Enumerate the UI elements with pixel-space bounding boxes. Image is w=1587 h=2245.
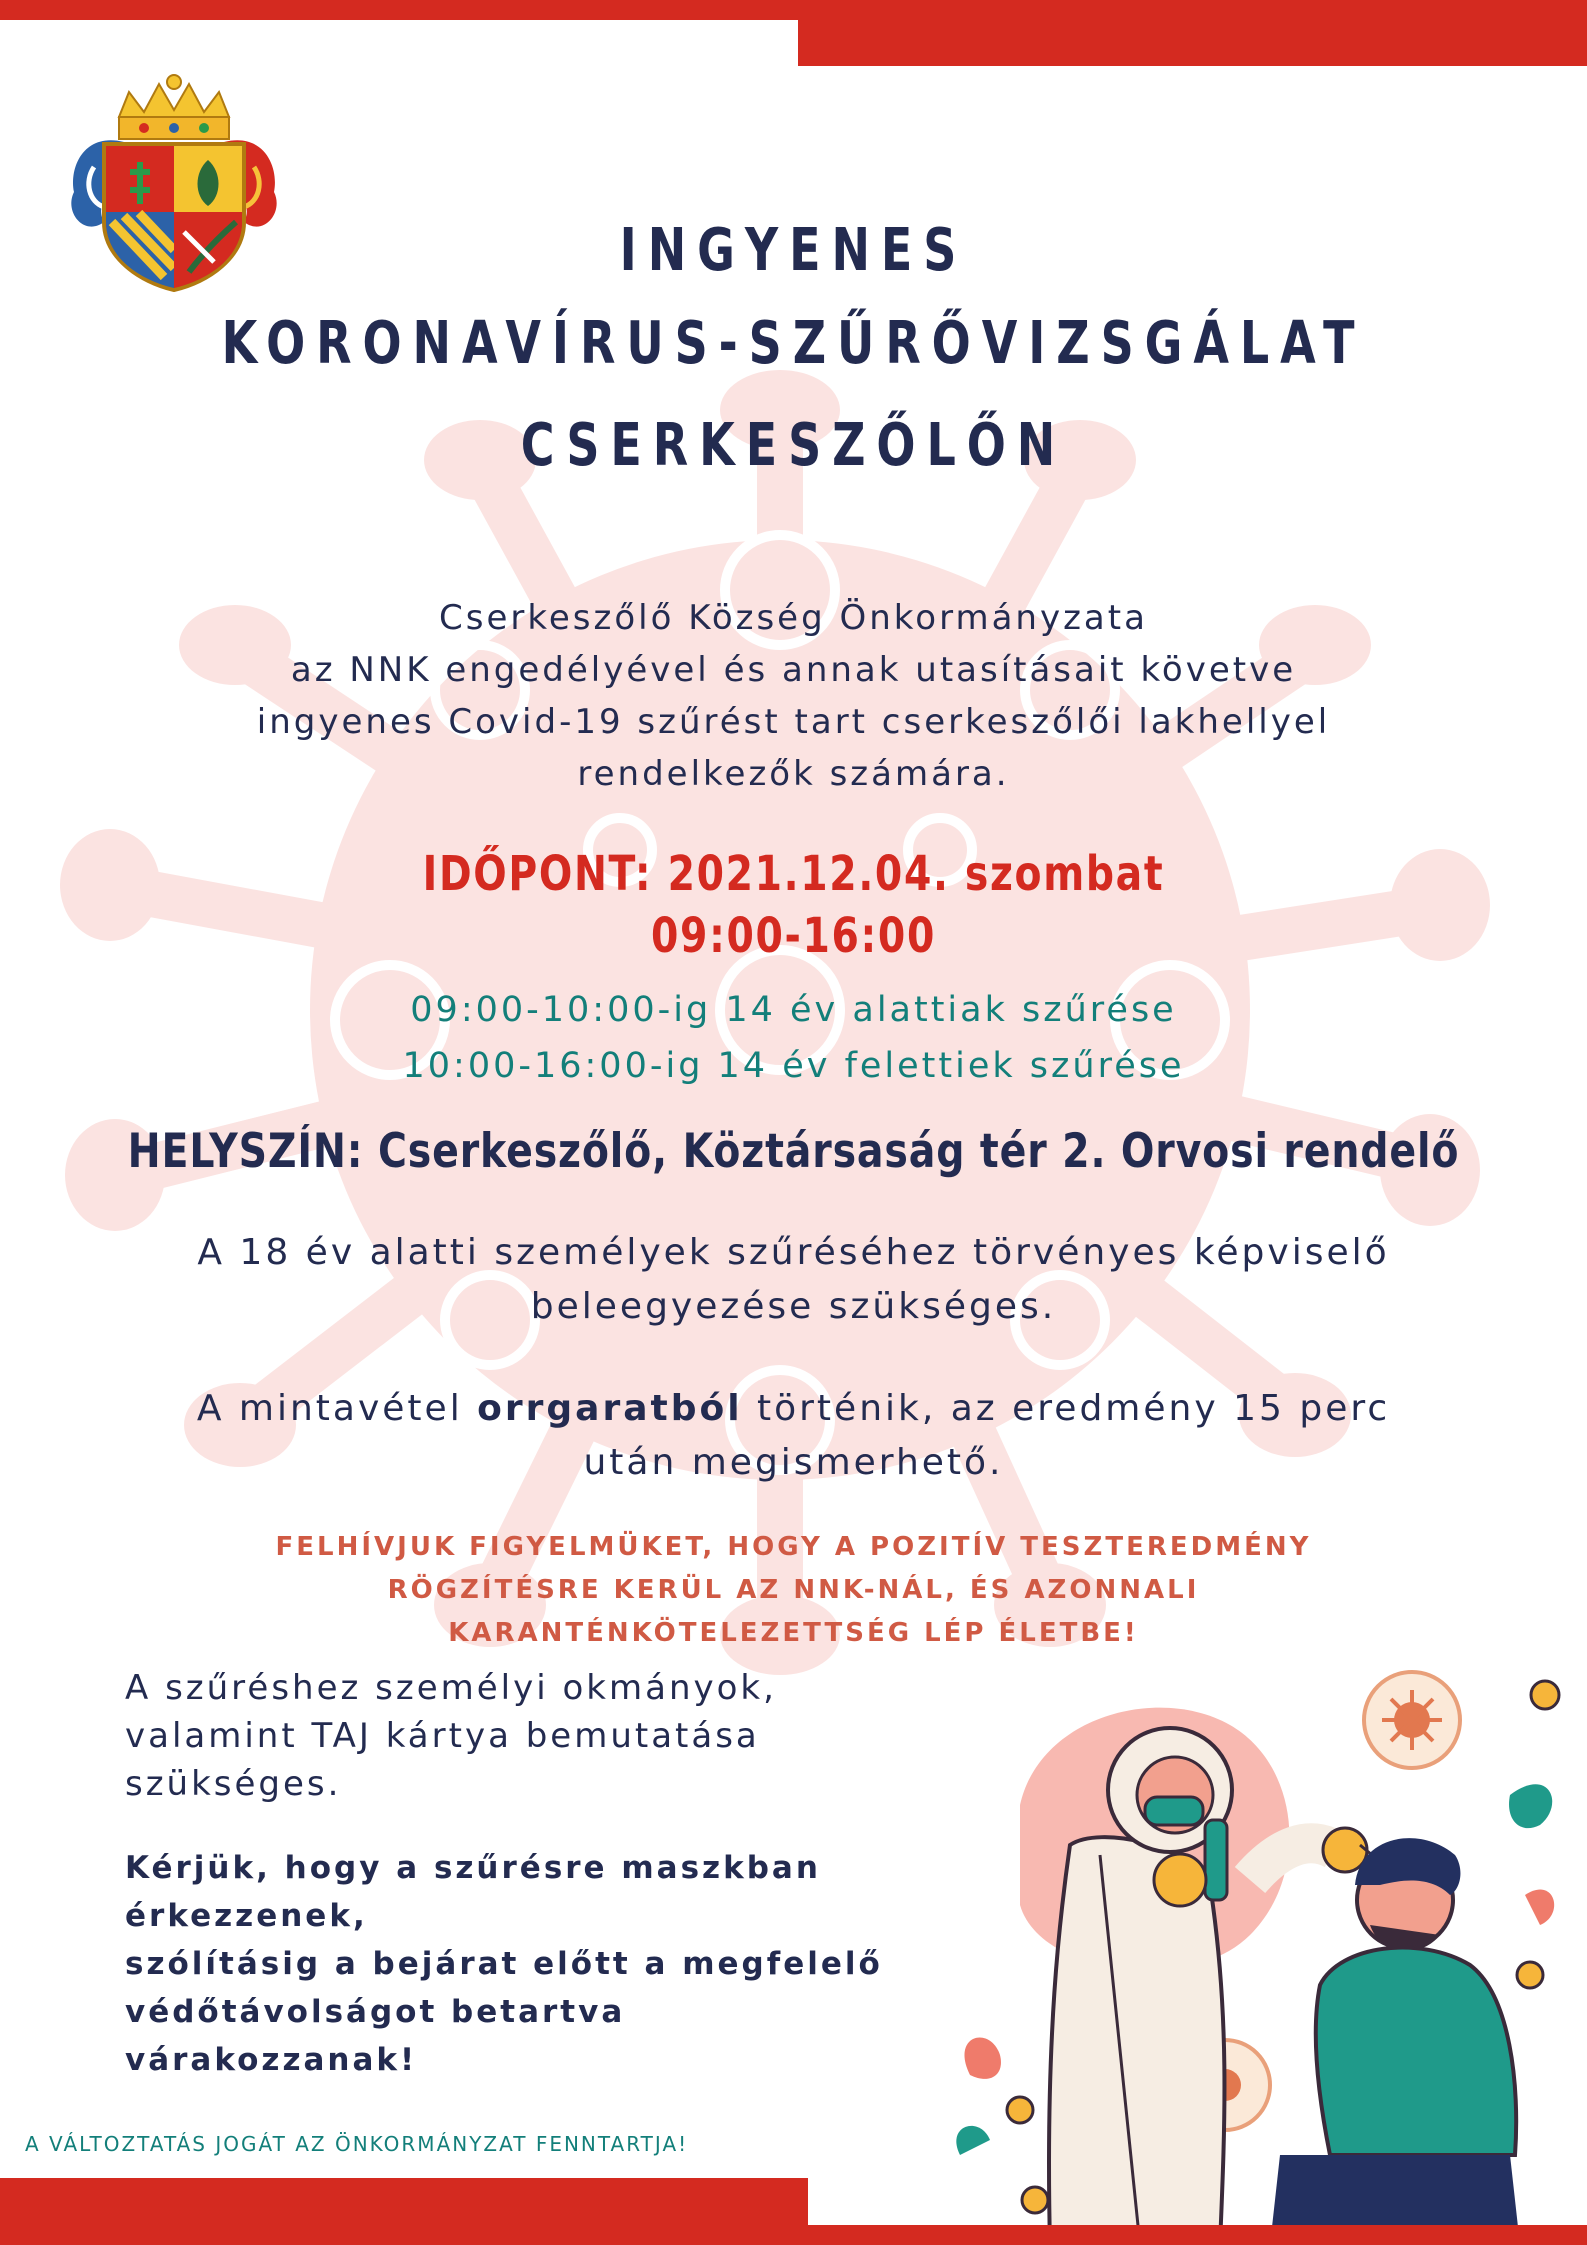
sampling-suffix: történik, az eredmény 15 perc (742, 1388, 1391, 1429)
sampling-method: orrgaratból (477, 1388, 743, 1429)
appointment-date: IDŐPONT: 2021.12.04. szombat (422, 846, 1165, 902)
documents-paragraph (125, 1664, 777, 1808)
bottom-red-bar-left (0, 2178, 808, 2245)
mask-request-paragraph (125, 1844, 883, 2084)
footer-disclaimer: A VÁLTOZTATÁS JOGÁT AZ ÖNKORMÁNYZAT FENNTARTJA! (25, 2132, 689, 2156)
slot-over-14: 10:00-16:00-ig 14 év felettiek szűrése (402, 1046, 1185, 1086)
mask-line: várakozzanak! (125, 2042, 418, 2078)
consent-line: A 18 év alatti személyek szűréséhez törvényes képviselő (197, 1232, 1390, 1273)
quarantine-warning (0, 1526, 1587, 1655)
documents-line: A szűréshez személyi okmányok, (125, 1668, 777, 1708)
sampling-line (0, 1382, 1587, 1436)
slot-under-14: 09:00-10:00-ig 14 év alattiak szűrése (410, 990, 1177, 1030)
sampling-paragraph (0, 1382, 1587, 1490)
mask-line: szólításig a bejárat előtt a megfelelő (125, 1946, 883, 1982)
mask-line: Kérjük, hogy a szűrésre maszkban (125, 1850, 821, 1886)
documents-line: szükséges. (125, 1764, 342, 1804)
mask-line: védőtávolságot betartva (125, 1994, 626, 2030)
documents-line: valamint TAJ kártya bemutatása (125, 1716, 760, 1756)
sampling-prefix: A mintavétel (196, 1388, 478, 1429)
bottom-red-bar-right (808, 2225, 1587, 2245)
title-line-2: KORONAVÍRUS-SZŰRŐVIZSGÁLAT (221, 308, 1366, 377)
intro-line: rendelkezők számára. (577, 754, 1010, 794)
top-red-bar-left (0, 0, 798, 20)
sampling-line-2: után megismerhető. (583, 1442, 1004, 1483)
intro-line: az NNK engedélyével és annak utasításait követve (290, 650, 1297, 690)
location-line: HELYSZÍN: Cserkeszőlő, Köztársaság tér 2. Orvosi rendelő (127, 1124, 1460, 1179)
appointment-hours: 09:00-16:00 (651, 908, 936, 964)
consent-line: beleegyezése szükséges. (530, 1286, 1057, 1327)
intro-paragraph (0, 592, 1587, 800)
warning-line: RÖGZÍTÉSRE KERÜL AZ NNK-NÁL, ÉS AZONNALI (387, 1575, 1200, 1605)
covid-test-illustration-icon (950, 1655, 1570, 2245)
intro-line: ingyenes Covid-19 szűrést tart cserkeszőlői lakhellyel (256, 702, 1331, 742)
title-line-3: CSERKESZŐLŐN (520, 410, 1067, 479)
warning-line: FELHÍVJUK FIGYELMÜKET, HOGY A POZITÍV TESZTEREDMÉNY (275, 1532, 1312, 1562)
mask-line: érkezzenek, (125, 1898, 368, 1934)
consent-paragraph (0, 1226, 1587, 1334)
title-line-1: INGYENES (619, 215, 968, 284)
top-red-bar-right (798, 0, 1587, 66)
warning-line: KARANTÉNKÖTELEZETTSÉG LÉP ÉLETBE! (448, 1618, 1139, 1648)
intro-line: Cserkeszőlő Község Önkormányzata (439, 598, 1148, 638)
